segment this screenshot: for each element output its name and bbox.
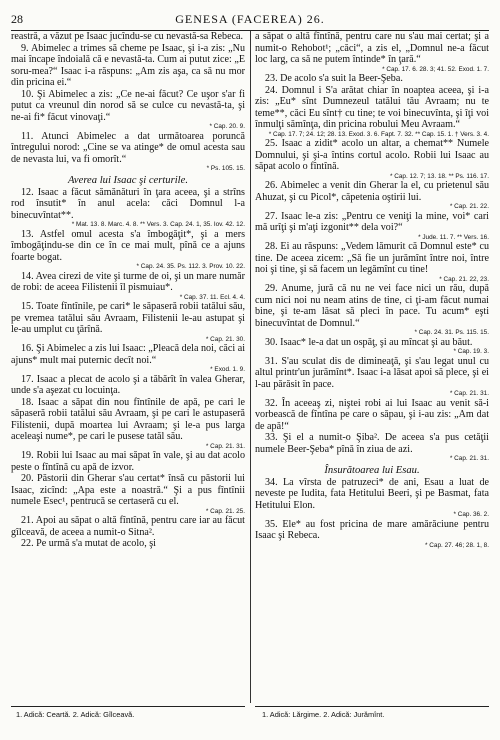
verse-paragraph [255,180,489,211]
verse-text: 26. Abimelec a venit din Gherar la el, cu prietenul său Ahuzat, şi cu Picol*, căpetenia oştirii lui. [255,180,489,203]
verse-text: 13. Astfel omul acesta s'a îmbogăţit*, şi a mers îmbogăţindu-se din ce în ce mai mult, pînă ce a ajuns foarte bogat. [11,228,245,263]
cross-reference: * Exod. 1. 9. [210,366,245,373]
verse-text: 10. Şi Abimelec a zis: „Ce ne-ai făcut? Ce uşor s'ar fi putut ca vreunul din norod să se culce cu nevastă-ta, şi ne-ai fi* făcut vinovaţi.“ [11,88,245,123]
footnote-right: 1. Adică: Lărgime. 2. Adică: Jurămînt. [262,710,385,719]
cross-reference: * Ps. 105. 15. [206,165,245,172]
cross-reference: * Cap. 19. 3. [453,348,489,355]
footnote-rule-left [11,706,245,707]
verse-text: 14. Avea cirezi de vite şi turme de oi, şi un mare număr de robi: de aceea Filistenii îl pismuiau*. [11,270,245,293]
verse-paragraph [11,450,245,473]
verse-paragraph [255,31,489,73]
verse-text: 20. Păstorii din Gherar s'au certat* însă cu păstorii lui Isaac, zicînd: „Apa este a noastră.“ Şi a pus fîntînii numele Esec¹, pentrucă se certaseră cu el. [11,473,245,507]
verse-paragraph [255,211,489,242]
verse-paragraph [11,473,245,515]
verse-paragraph [255,519,489,550]
verse-paragraph [255,477,489,519]
cross-reference: * Cap. 21. 31. [449,390,489,397]
verse-paragraph [255,398,489,433]
verse-paragraph [255,356,489,398]
verse-paragraph [11,131,245,173]
footnote-left: 1. Adică: Ceartă. 2. Adică: Gîlceavă. [16,710,135,719]
verse-text: 34. La vîrsta de patruzeci* de ani, Esau a luat de neveste pe Iudita, fata Hetitului Beeri, şi pe Basmat, fata Hetitului Elon. [255,476,489,511]
verse-text: 11. Atunci Abimelec a dat următoarea poruncă întregului norod: „Cine se va atinge* de omul acesta sau de nevasta lui, va fi omorît.“ [11,130,245,165]
verse-paragraph [255,241,489,283]
verse-text: 19. Robii lui Isaac au mai săpat în vale, şi au dat acolo peste o fîntînă cu apă de izvor. [11,450,245,473]
verse-text: 29. Anume, jură că nu ne vei face nici un rău, după cum nici noi nu neam atins de tine, ci ţi-am făcut numai bine, şi te-am lăsat să pleci în pace. Tu acum* eşti binecuvîntat de Domnul.“ [255,283,489,329]
cross-reference: * Cap. 17. 7; 24. 12; 28. 13. Exod. 3. 6. Fapt. 7. 32. ** Cap. 15. 1. † Vers. 3. 4. [268,130,489,138]
cross-reference: * Cap. 36. 2. [453,511,489,518]
cross-reference: * Cap. 24. 31. Ps. 115. 15. [414,329,489,336]
cross-reference: * Cap. 21. 31. [205,442,245,450]
verse-text: 18. Isaac a săpat din nou fîntînile de apă, pe cari le săpaseră robii tatălui său Avraam, şi pe cari le astupaseră Filistenii, după moartea lui Avraam; şi le-a pus larga aceleaşi nume*, pe cari le pusese tatăl său. [11,396,245,442]
section-heading: Însurătoarea lui Esau. [324,464,420,476]
right-column [255,31,489,703]
verse-text: 9. Abimelec a trimes să cheme pe Isaac, şi i-a zis: „Nu mai încape îndoială că e nevastă-ta. Cum ai putut zice: „E soru-mea?“ Isaac i-a răspuns: „Am zis aşa, ca să nu mor din pricina ei.“ [11,42,245,88]
verse-paragraph [255,283,489,337]
verse-paragraph [11,229,245,271]
cross-reference: * Cap. 21. 22. [449,203,489,210]
left-column [11,31,245,703]
page-number: 28 [11,12,23,26]
verse-text: reastră, a văzut pe Isaac jucîndu-se cu nevastă-sa Rebeca. [11,31,244,42]
section-heading: Averea lui Isaac şi certurile. [68,174,188,186]
cross-reference: * Cap. 21. 30. [205,335,245,343]
verse-text: 30. Isaac* le-a dat un ospăţ, şi au mîncat şi au băut. [265,336,473,348]
verse-paragraph [11,31,245,43]
footnote-rule-right [255,706,489,707]
verse-paragraph [11,343,245,374]
verse-text: 21. Apoi au săpat o altă fîntînă, pentru care iar au făcut gîlceavă, de aceea a numit-o Sitna². [11,515,245,538]
verse-paragraph [11,538,245,550]
verse-paragraph [255,138,489,180]
text-columns [11,31,489,703]
verse-paragraph [255,337,489,356]
verse-paragraph [11,397,245,451]
verse-text: 31. S'au sculat dis de dimineaţă, şi s'au legat unul cu altul printr'un jurămînt*. Isaac i-a lăsat apoi să plece, şi ei l-au părăsit în pace. [255,355,489,390]
verse-text: 17. Isaac a plecat de acolo şi a tăbărît în valea Gherar, unde s'a aşezat cu locuinţa. [11,373,245,396]
running-title: GENESA (FACEREA) 26. [175,12,325,26]
verse-paragraph [11,301,245,343]
verse-paragraph [255,73,489,85]
cross-reference: * Cap. 21. 22, 23. [439,275,489,283]
verse-text: 33. Şi el a numit-o Şiba². De aceea s'a pus cetăţii numele Beer-Şeba* pînă în ziua de azi. [255,432,489,455]
cross-reference: * Cap. 37. 11. Ecl. 4. 4. [179,293,245,301]
verse-paragraph [11,271,245,302]
verse-text: 12. Isaac a făcut sămănături în ţara aceea, şi a strîns rod însutit* în anul acela: căci Domnul l-a binecuvîntat**. [11,186,245,221]
verse-text: 28. Ei au răspuns: „Vedem lămurit că Domnul este* cu tine. De aceea zicem: „Să fie un jurămînt între noi, între noi şi tine, şi să facem un legămînt cu tine! [255,241,489,275]
cross-reference: * Cap. 21. 31. [449,455,489,462]
verse-text: 15. Toate fîntînile, pe cari* le săpaseră robii tatălui său, pe vremea tatălui său Avraam, Filistenii le-au astupat şi le-au umplut cu ţărînă. [11,301,245,335]
cross-reference: * Mat. 13. 8. Marc. 4. 8. ** Vers. 3. Cap. 24. 1, 35. Iov. 42. 12. [71,221,245,228]
cross-reference: * Jude. 11. 7. ** Vers. 16. [418,233,489,241]
verse-paragraph [11,187,245,229]
cross-reference: * Cap. 24. 35. Ps. 112. 3. Prov. 10. 22. [136,263,245,270]
verse-paragraph [11,515,245,538]
verse-text: 32. În aceeaş zi, niştei robi ai lui Isaac au venit să-i vorbească de fîntîna pe care o săpau, şi i-au zis: „Am dat de apă!“ [255,397,489,432]
cross-reference: * Cap. 17. 6. 28. 3; 41. 52. Exod. 1. 7. [382,65,489,73]
verse-text: 27. Isaac le-a zis: „Pentru ce veniţi la mine, voi* cari mă urîţi şi m'aţi izgonit** dela voi?“ [255,210,489,233]
cross-reference: * Cap. 20. 9. [209,123,245,130]
verse-text: a săpat o altă fîntînă, pentru care nu s'au mai certat; şi a numit-o Rehobot¹; „căci“, a zis el, „Domnul ne-a făcut loc larg, ca să ne putem întinde* în ţară.“ [255,31,489,65]
column-divider [250,31,251,703]
verse-paragraph [11,374,245,397]
verse-paragraph [255,85,489,139]
verse-paragraph [255,432,489,463]
cross-reference: * Cap. 21. 25. [205,507,245,515]
verse-paragraph [11,89,245,131]
verse-text: 35. Ele* au fost pricina de mare amărăciune pentru Isaac şi Rebeca. [255,518,489,541]
verse-text: 16. Şi Abimelec a zis lui Isaac: „Pleacă dela noi, căci ai ajuns* mult mai puternic decît noi.“ [11,343,245,366]
verse-text: 24. Domnul i S'a arătat chiar în noaptea aceea, şi i-a zis: „Eu* sînt Dumnezeul tatălui tău Avraam; nu te teme**, căci Eu sînt† cu tine; te voi binecuvînta, şi îţi voi înmulţi sămînţa, din pricina robului Meu Avraam.“ [255,84,489,130]
cross-reference: * Cap. 12. 7; 13. 18. ** Ps. 116. 17. [389,172,489,180]
verse-text: 25. Isaac a zidit* acolo un altar, a chemat** Numele Domnului, şi şi-a întins cortul acolo. Robii lui Isaac au săpat acolo o fîntînă. [255,138,489,172]
verse-paragraph [11,43,245,89]
cross-reference: * Cap. 27. 46; 28. 1, 8. [425,541,489,549]
verse-text: 22. Pe urmă s'a mutat de acolo, şi [21,538,156,549]
page-header [11,8,489,31]
verse-text: 23. De acolo s'a suit la Beer-Şeba. [265,73,403,84]
